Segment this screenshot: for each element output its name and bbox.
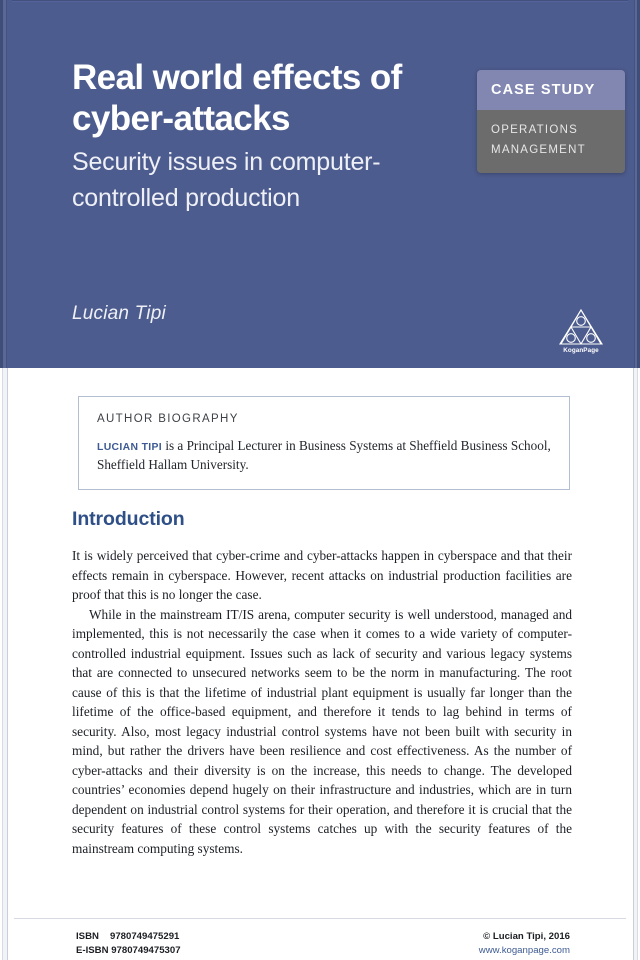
isbn-label: ISBN — [76, 931, 99, 942]
author-biography-heading: AUTHOR BIOGRAPHY — [97, 413, 239, 425]
category-badge — [477, 70, 625, 173]
koganpage-triangle-icon — [558, 308, 604, 346]
paragraph-1: It is widely perceived that cyber-crime and cyber-attacks happen in cyberspace and that their effects remain in cyberspace. However, recent attacks on industrial production facilities are proof that this is no longer the case. — [72, 548, 572, 603]
badge-case-study-label: CASE STUDY — [491, 82, 596, 98]
publisher-logo — [552, 308, 610, 354]
isbn-row — [76, 930, 181, 944]
hero-left-edge — [0, 0, 12, 368]
eisbn-value: 9780749475307 — [111, 944, 181, 956]
eisbn-label: E-ISBN — [76, 944, 109, 956]
eisbn-row — [76, 944, 181, 958]
page-subtitle: Security issues in computer-controlled production — [72, 148, 381, 212]
author-biography-body: is a Principal Lecturer in Business Systems at Sheffield Business School, Sheffield Hallam University. — [97, 438, 551, 472]
footer-isbn-block — [76, 930, 181, 958]
hero-top-line — [0, 0, 640, 3]
badge-subject-label: OPERATIONS MANAGEMENT — [491, 124, 586, 156]
publisher-wordmark: KoganPage — [563, 347, 599, 354]
paragraph-2: While in the mainstream IT/IS arena, computer security is well understood, managed and implemented, this is not necessarily the case when it comes to a wide variety of computer-controlled industrial equipment. Issues such as lack of security and various legacy systems that are connected to unsecured networks seem to be the norm in manufacturing. The root cause of this is that the lifetime of industrial plant equipment is usually far longer than the lifetime of the office-based equipment, and therefore it tends to lag behind in terms of security. Also, most legacy industrial control systems have not been built with security in mind, but rather the drivers have been resilience and cost effectiveness. As the number of cyber-attacks and their diversity is on the increase, this needs to change. The developed countries’ economies depend hugely on their infrastructure and industries, which are in turn dependent on industrial control systems for their operation, and therefore it is crucial that the security features of these control systems catches up with the security features of the mainstream computing systems. — [72, 606, 572, 856]
footer-divider — [14, 918, 626, 919]
hero-banner — [0, 0, 640, 368]
isbn-value: 9780749475291 — [110, 931, 180, 942]
author-biography-name: LUCIAN TIPI — [97, 442, 163, 453]
copyright-notice: © Lucian Tipi, 2016 — [483, 931, 570, 942]
publisher-website-link[interactable]: www.koganpage.com — [478, 944, 570, 956]
badge-subject — [477, 110, 625, 173]
hero-right-edge — [628, 0, 640, 368]
author-biography-text — [97, 437, 551, 475]
section-heading-introduction: Introduction — [72, 508, 185, 530]
page-title: Real world effects of cyber-attacks — [72, 58, 402, 138]
hero-text-block — [72, 58, 452, 216]
footer-credit-block — [479, 930, 570, 958]
author-name: Lucian Tipi — [72, 303, 166, 324]
badge-case-study — [477, 70, 625, 110]
introduction-body — [72, 546, 572, 859]
author-biography-box — [78, 396, 570, 490]
page-footer — [0, 930, 640, 960]
